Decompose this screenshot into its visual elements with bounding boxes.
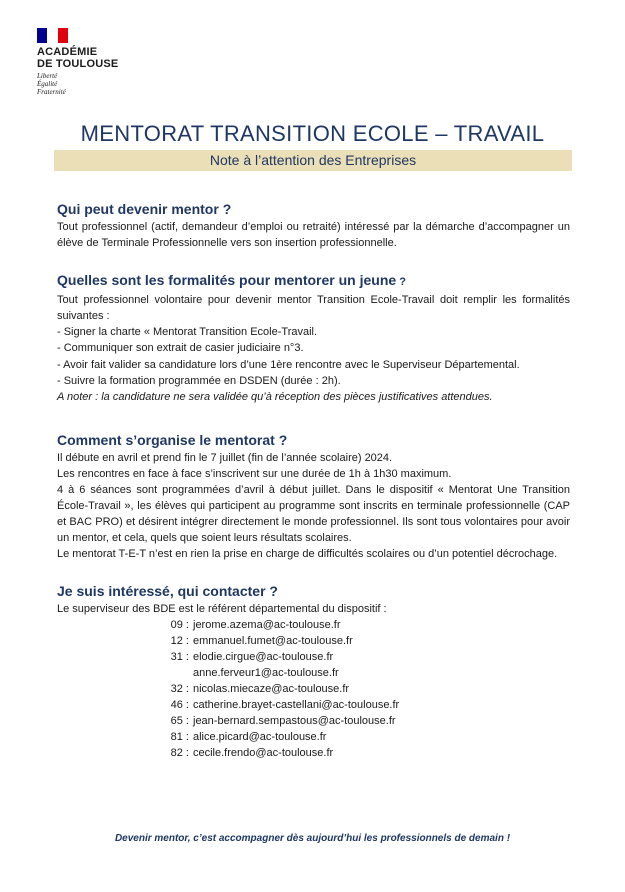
- section-organisation: [57, 431, 570, 563]
- contact-email[interactable]: elodie.cirgue@ac-toulouse.fr: [193, 650, 334, 663]
- motto-liberte: Liberté: [37, 72, 58, 80]
- contact-email[interactable]: alice.picard@ac-toulouse.fr: [193, 731, 327, 744]
- contact-row: [57, 665, 570, 681]
- section-paragraph: Tout professionnel volontaire pour devenir mentor Transition Ecole-Travail doit remplir les formalités suivantes :: [57, 294, 570, 323]
- section-paragraph: Les rencontres en face à face s’inscrivent sur une durée de 1h à 1h30 maximum.: [57, 467, 452, 480]
- contact-email[interactable]: cecile.frendo@ac-toulouse.fr: [193, 747, 334, 760]
- section-paragraph: 4 à 6 séances sont programmées d’avril à début juillet. Dans le dispositif « Mentorat Une Transition École-Travail », les élèves qui participent au programme sont inscrits en terminale professionnelle (CAP et BAC PRO) et désirent intégrer directement le monde professionnel. Ils sont tous volontaires pour avoir un mentor, et cela, quels que soient leurs résultats scolaires.: [57, 484, 570, 545]
- department-code: 81 :: [170, 731, 189, 744]
- motto-egalite: Égalité: [37, 80, 58, 88]
- motto-fraternite: Fraternité: [37, 88, 66, 96]
- department-code: 46 :: [170, 699, 189, 712]
- contact-row: [57, 713, 570, 729]
- contact-row: [57, 617, 570, 633]
- subtitle-banner: Note à l’attention des Entreprises: [54, 150, 572, 171]
- section-heading: Comment s’organise le mentorat ?: [57, 431, 288, 448]
- section-who-can-mentor: [57, 200, 570, 251]
- list-item: - Signer la charte « Mentorat Transition Ecole-Travail.: [57, 326, 318, 339]
- academie-logo: [37, 28, 118, 96]
- section-formalities: [57, 271, 570, 405]
- department-code: [57, 665, 193, 681]
- section-contact: [57, 582, 570, 762]
- contact-row: [57, 633, 570, 649]
- department-code: 32 :: [170, 682, 189, 695]
- section-heading-suffix: ?: [396, 276, 406, 289]
- document-body: [57, 200, 570, 761]
- department-code: 82 :: [170, 747, 189, 760]
- contact-email[interactable]: emmanuel.fumet@ac-toulouse.fr: [193, 634, 353, 647]
- contact-email[interactable]: nicolas.miecaze@ac-toulouse.fr: [193, 682, 350, 695]
- list-item: - Suivre la formation programmée en DSDEN (durée : 2h).: [57, 374, 341, 387]
- contact-row: [57, 649, 570, 665]
- contact-row: [57, 745, 570, 761]
- marianne-flag-icon: [37, 28, 68, 43]
- section-heading: Qui peut devenir mentor ?: [57, 201, 232, 217]
- contact-email[interactable]: catherine.brayet-castellani@ac-toulouse.fr: [193, 699, 400, 712]
- department-code: 65 :: [170, 715, 189, 728]
- department-code: 12 :: [170, 634, 189, 647]
- motto: [37, 72, 118, 96]
- contact-row: [57, 729, 570, 745]
- department-code: 09 :: [170, 618, 189, 631]
- section-paragraph: Le superviseur des BDE est le référent départemental du dispositif :: [57, 602, 387, 615]
- section-paragraph: Il débute en avril et prend fin le 7 juillet (fin de l’année scolaire) 2024.: [57, 451, 393, 464]
- section-paragraph: Le mentorat T-E-T n’est en rien la prise en charge de difficultés scolaires ou d’un potentiel décrochage.: [57, 548, 558, 561]
- list-item: - Communiquer son extrait de casier judiciaire n°3.: [57, 342, 304, 355]
- org-name-line1: ACADÉMIE: [37, 46, 98, 58]
- page-title: MENTORAT TRANSITION ECOLE – TRAVAIL: [80, 121, 545, 146]
- org-name-line2: DE TOULOUSE: [37, 58, 119, 70]
- footer-tagline: Devenir mentor, c’est accompagner dès aujourd’hui les professionnels de demain !: [114, 833, 511, 844]
- section-note: A noter : la candidature ne sera validée qu’à réception des pièces justificatives attendues.: [57, 390, 493, 403]
- list-item: - Avoir fait valider sa candidature lors d’une 1ère rencontre avec le Superviseur Départemental.: [57, 358, 520, 371]
- contact-row: [57, 697, 570, 713]
- section-heading-text: Quelles sont les formalités pour mentorer un jeune: [57, 272, 397, 289]
- contact-list: [57, 617, 570, 762]
- section-heading: [57, 271, 570, 292]
- section-paragraph: Tout professionnel (actif, demandeur d’emploi ou retraité) intéressé par la démarche d’accompagner un élève de Terminale Professionnelle vers son insertion professionnelle.: [57, 221, 570, 250]
- section-heading: Je suis intéressé, qui contacter ?: [57, 582, 278, 599]
- contact-email[interactable]: anne.ferveur1@ac-toulouse.fr: [193, 666, 339, 679]
- contact-email[interactable]: jerome.azema@ac-toulouse.fr: [193, 618, 341, 631]
- contact-email[interactable]: jean-bernard.sempastous@ac-toulouse.fr: [193, 715, 396, 728]
- department-code: 31 :: [170, 650, 189, 663]
- contact-row: [57, 681, 570, 697]
